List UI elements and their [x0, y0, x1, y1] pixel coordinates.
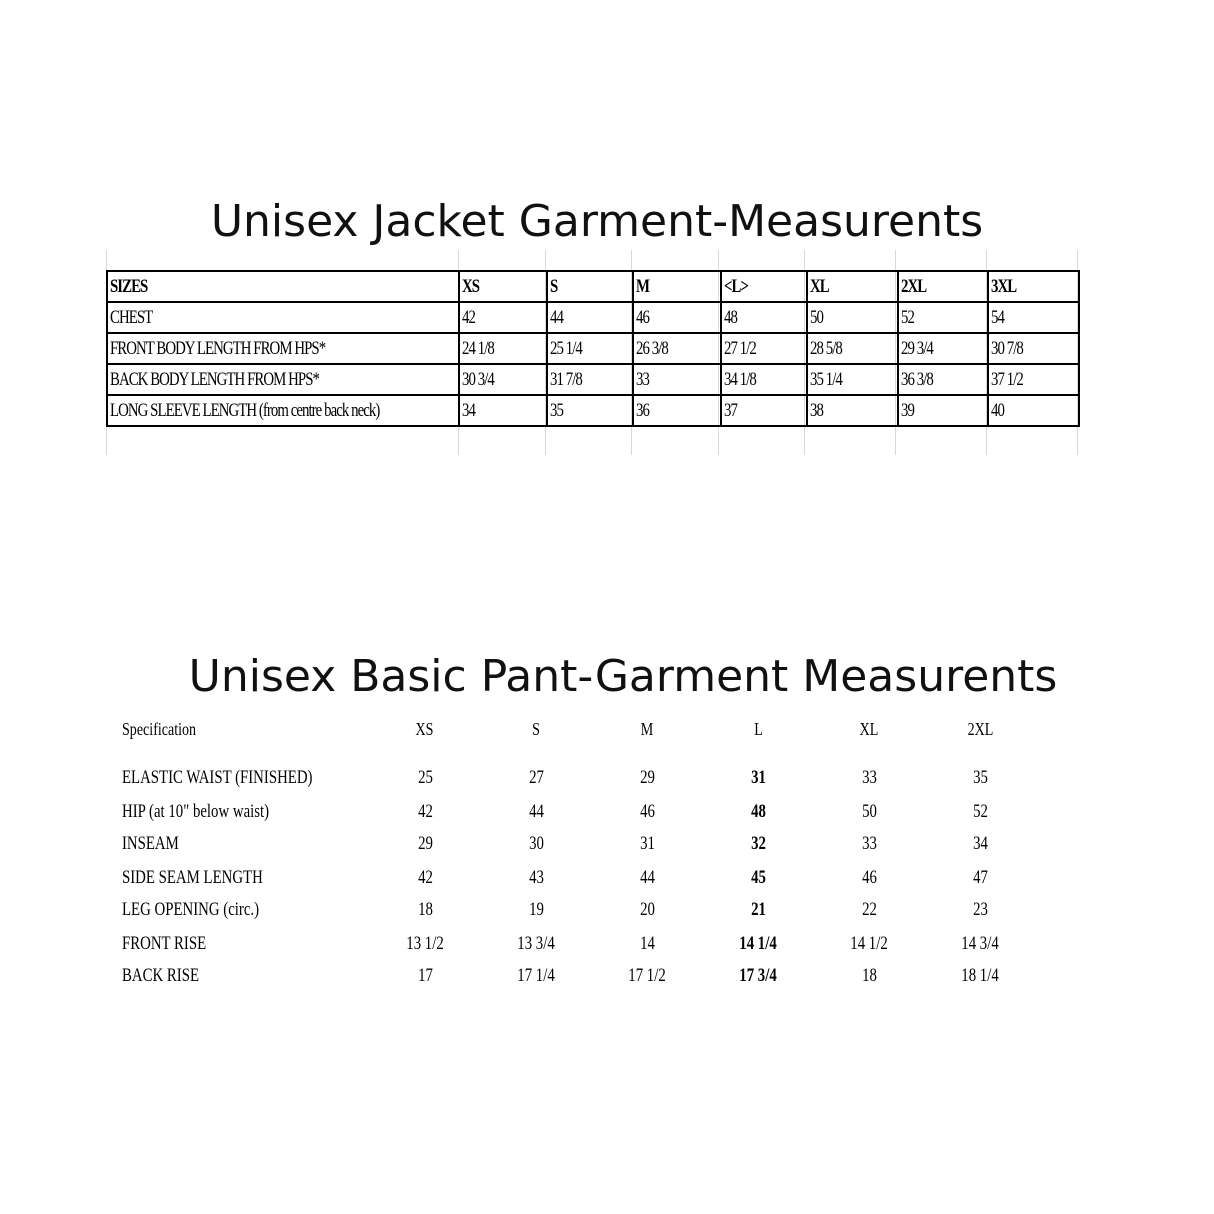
table-row: [0, 833, 1214, 859]
table-cell: 13 3/4: [517, 933, 555, 954]
table-cell: 50: [807, 302, 898, 333]
header-cell: Specification: [122, 719, 197, 739]
table-cell: 26 3/8: [633, 333, 721, 364]
table-cell: 14 3/4: [961, 933, 999, 954]
table-cell: 17: [417, 965, 433, 986]
header-cell: XS: [459, 271, 547, 302]
table-cell: 14: [639, 933, 655, 954]
table-cell: 43: [528, 867, 544, 888]
table-cell: 17 1/4: [517, 965, 555, 986]
table-cell: 46: [633, 302, 721, 333]
row-label-cell: LEG OPENING (circ.): [122, 899, 260, 920]
row-label-cell: FRONT RISE: [122, 933, 207, 954]
table-cell: 33: [633, 364, 721, 395]
table-cell: 48: [750, 801, 766, 822]
table-cell: 27: [528, 767, 544, 788]
table-cell: 40: [988, 395, 1079, 426]
table-row: [0, 867, 1214, 893]
header-cell: M: [633, 271, 721, 302]
table-cell: 30: [528, 833, 544, 854]
table-row: [107, 395, 1079, 426]
table-cell: 34: [972, 833, 988, 854]
table-row: [107, 364, 1079, 395]
row-label-cell: CHEST: [107, 302, 459, 333]
table-cell: 30 3/4: [459, 364, 547, 395]
table-row: [0, 767, 1214, 793]
table-cell: 29: [417, 833, 433, 854]
pant-title: Unisex Basic Pant-Garment Measurents: [188, 651, 1058, 702]
header-cell: XL: [807, 271, 898, 302]
table-cell: 20: [639, 899, 655, 920]
table-cell: 44: [639, 867, 655, 888]
table-cell: 47: [972, 867, 988, 888]
table-cell: 46: [861, 867, 877, 888]
table-row: [107, 302, 1079, 333]
jacket-title: Unisex Jacket Garment-Measurents: [210, 196, 984, 247]
table-cell: 38: [807, 395, 898, 426]
header-cell: SIZES: [107, 271, 459, 302]
table-cell: 48: [721, 302, 808, 333]
table-row: [0, 801, 1214, 827]
row-label-cell: INSEAM: [122, 833, 179, 854]
table-cell: 37 1/2: [988, 364, 1079, 395]
table-cell: 32: [750, 833, 766, 854]
table-cell: 28 5/8: [807, 333, 898, 364]
table-cell: 33: [861, 767, 877, 788]
table-cell: 42: [459, 302, 547, 333]
header-cell: <L>: [721, 271, 808, 302]
table-cell: 21: [750, 899, 766, 920]
table-cell: 37: [721, 395, 808, 426]
table-cell: 36 3/8: [898, 364, 989, 395]
row-label-cell: SIDE SEAM LENGTH: [122, 867, 263, 888]
table-cell: 31: [639, 833, 655, 854]
header-cell: L: [753, 719, 763, 739]
row-label-cell: ELASTIC WAIST (FINISHED): [122, 767, 313, 788]
table-cell: 46: [639, 801, 655, 822]
table-cell: 19: [528, 899, 544, 920]
table-cell: 14 1/2: [850, 933, 888, 954]
header-cell: XS: [416, 719, 434, 739]
row-label-cell: BACK RISE: [122, 965, 200, 986]
table-cell: 42: [417, 801, 433, 822]
header-cell: 2XL: [898, 271, 989, 302]
table-cell: 52: [972, 801, 988, 822]
table-cell: 25 1/4: [547, 333, 634, 364]
table-row: [107, 333, 1079, 364]
table-cell: 13 1/2: [406, 933, 444, 954]
table-header-row: [0, 719, 1214, 745]
table-cell: 17 1/2: [628, 965, 666, 986]
table-cell: 14 1/4: [739, 933, 777, 954]
header-cell: 3XL: [988, 271, 1079, 302]
row-label-cell: LONG SLEEVE LENGTH (from centre back neck): [107, 395, 459, 426]
table-row: [0, 965, 1214, 991]
table-cell: 34 1/8: [721, 364, 808, 395]
header-cell: S: [532, 719, 540, 739]
row-label-cell: BACK BODY LENGTH FROM HPS*: [107, 364, 459, 395]
table-cell: 23: [972, 899, 988, 920]
table-cell: 31: [750, 767, 766, 788]
row-label-cell: HIP (at 10" below waist): [122, 801, 270, 822]
table-cell: 35 1/4: [807, 364, 898, 395]
table-cell: 27 1/2: [721, 333, 808, 364]
table-cell: 22: [861, 899, 877, 920]
table-cell: 25: [417, 767, 433, 788]
table-cell: 35: [547, 395, 634, 426]
header-cell: M: [640, 719, 654, 739]
table-cell: 34: [459, 395, 547, 426]
table-cell: 39: [898, 395, 989, 426]
table-cell: 54: [988, 302, 1079, 333]
table-cell: 18: [417, 899, 433, 920]
table-cell: 45: [750, 867, 766, 888]
table-cell: 29: [639, 767, 655, 788]
table-cell: 50: [861, 801, 877, 822]
table-cell: 24 1/8: [459, 333, 547, 364]
table-cell: 52: [898, 302, 989, 333]
table-cell: 42: [417, 867, 433, 888]
table-cell: 18 1/4: [961, 965, 999, 986]
header-cell: S: [547, 271, 634, 302]
jacket-size-table: [106, 270, 1080, 427]
header-cell: 2XL: [967, 719, 993, 739]
jacket-sheet: [106, 250, 1080, 455]
header-cell: XL: [859, 719, 879, 739]
table-cell: 44: [547, 302, 634, 333]
table-cell: 18: [861, 965, 877, 986]
table-row: [0, 933, 1214, 959]
table-cell: 33: [861, 833, 877, 854]
table-cell: 30 7/8: [988, 333, 1079, 364]
table-cell: 36: [633, 395, 721, 426]
table-cell: 44: [528, 801, 544, 822]
table-row: [0, 899, 1214, 925]
table-cell: 29 3/4: [898, 333, 989, 364]
row-label-cell: FRONT BODY LENGTH FROM HPS*: [107, 333, 459, 364]
table-cell: 17 3/4: [739, 965, 777, 986]
table-cell: 35: [972, 767, 988, 788]
table-header-row: [107, 271, 1079, 302]
table-cell: 31 7/8: [547, 364, 634, 395]
